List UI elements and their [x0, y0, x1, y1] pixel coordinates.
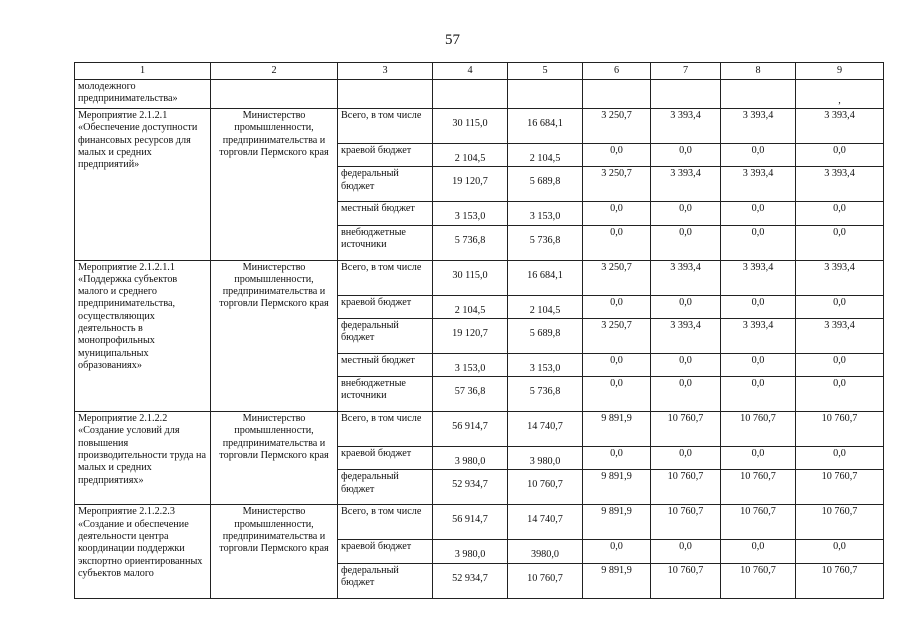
value-cell: 10 760,7: [721, 412, 796, 447]
value-cell: 3 393,4: [651, 318, 721, 353]
value-cell: 0,0: [651, 540, 721, 563]
table-row: [75, 412, 884, 447]
funding-source-cell: внебюджетные источники: [338, 377, 433, 412]
value-cell: 10 760,7: [796, 505, 884, 540]
value-cell: 3 393,4: [651, 109, 721, 144]
value-cell: 3 153,0: [508, 353, 583, 376]
value-cell: 56 914,7: [433, 412, 508, 447]
page-number: 57: [445, 32, 460, 48]
column-header: 3: [338, 63, 433, 80]
value-cell: 5 736,8: [508, 377, 583, 412]
executor-cell: Министерство промышленности, предпринимательства и торговли Пермского края: [211, 109, 338, 261]
value-cell: 0,0: [651, 353, 721, 376]
value-cell: 19 120,7: [433, 167, 508, 202]
column-header: 1: [75, 63, 211, 80]
funding-source-cell: краевой бюджет: [338, 540, 433, 563]
value-cell: 5 689,8: [508, 167, 583, 202]
executor-cell: Министерство промышленности, предпринимательства и торговли Пермского края: [211, 412, 338, 505]
value-cell: 0,0: [651, 377, 721, 412]
value-cell: 0,0: [796, 540, 884, 563]
value-cell: 0,0: [796, 447, 884, 470]
value-cell: 10 760,7: [651, 470, 721, 505]
value-cell: 3 393,4: [721, 167, 796, 202]
funding-source-cell: местный бюджет: [338, 353, 433, 376]
funding-source-cell: местный бюджет: [338, 202, 433, 225]
value-cell: 3 980,0: [433, 540, 508, 563]
value-cell: 10 760,7: [651, 505, 721, 540]
value-cell: 10 760,7: [796, 470, 884, 505]
value-cell: 0,0: [721, 202, 796, 225]
table-row: [75, 505, 884, 540]
value-cell: 16 684,1: [508, 109, 583, 144]
funding-source-cell: краевой бюджет: [338, 295, 433, 318]
value-cell: 3 393,4: [651, 167, 721, 202]
value-cell: 0,0: [796, 295, 884, 318]
value-cell: 0,0: [651, 447, 721, 470]
activity-name-cell: молодежного предпринимательства»: [75, 80, 211, 109]
value-cell: 3980,0: [508, 540, 583, 563]
funding-source-cell: федеральный бюджет: [338, 470, 433, 505]
value-cell: 3 393,4: [796, 109, 884, 144]
value-cell: 3 393,4: [721, 109, 796, 144]
value-cell: 5 689,8: [508, 318, 583, 353]
value-cell: 3 393,4: [796, 167, 884, 202]
executor-cell: [211, 80, 338, 109]
table-row: [75, 260, 884, 295]
value-cell: 0,0: [583, 295, 651, 318]
value-cell: 10 760,7: [796, 563, 884, 598]
value-cell: 14 740,7: [508, 505, 583, 540]
value-cell: 0,0: [796, 377, 884, 412]
budget-table: [74, 62, 884, 599]
value-cell: 9 891,9: [583, 505, 651, 540]
funding-source-cell: Всего, в том числе: [338, 260, 433, 295]
value-cell: 0,0: [583, 353, 651, 376]
funding-source-cell: федеральный бюджет: [338, 318, 433, 353]
column-header: 9: [796, 63, 884, 80]
value-cell: 9 891,9: [583, 412, 651, 447]
value-cell: 10 760,7: [796, 412, 884, 447]
value-cell: 3 250,7: [583, 109, 651, 144]
value-cell: 3 393,4: [721, 260, 796, 295]
value-cell: 3 393,4: [651, 260, 721, 295]
table-row: [75, 109, 884, 144]
value-cell: 0,0: [583, 144, 651, 167]
value-cell: 30 115,0: [433, 260, 508, 295]
value-cell: 9 891,9: [583, 470, 651, 505]
value-cell: 3 250,7: [583, 318, 651, 353]
value-cell: 10 760,7: [651, 412, 721, 447]
value-cell: 3 393,4: [721, 318, 796, 353]
value-cell: 52 934,7: [433, 563, 508, 598]
column-header: 4: [433, 63, 508, 80]
value-cell: 0,0: [796, 202, 884, 225]
value-cell: 0,0: [721, 447, 796, 470]
activity-name-cell: Мероприятие 2.1.2.2 «Создание условий для повышения производительности труда на малых и средних предприятиях»: [75, 412, 211, 505]
activity-name-cell: Мероприятие 2.1.2.1 «Обеспечение доступности финансовых ресурсов для малых и средних предприятий»: [75, 109, 211, 261]
value-cell: 2 104,5: [433, 144, 508, 167]
value-cell: 0,0: [796, 353, 884, 376]
value-cell: 57 36,8: [433, 377, 508, 412]
column-header: 2: [211, 63, 338, 80]
funding-source-cell: Всего, в том числе: [338, 505, 433, 540]
value-cell: 16 684,1: [508, 260, 583, 295]
column-header: 5: [508, 63, 583, 80]
value-cell: 0,0: [796, 225, 884, 260]
value-cell: 0,0: [651, 295, 721, 318]
value-cell: 0,0: [721, 295, 796, 318]
column-header: 6: [583, 63, 651, 80]
value-cell: 10 760,7: [651, 563, 721, 598]
value-cell: 0,0: [583, 202, 651, 225]
value-cell: [651, 80, 721, 109]
value-cell: 3 153,0: [433, 202, 508, 225]
value-cell: 5 736,8: [433, 225, 508, 260]
value-cell: 19 120,7: [433, 318, 508, 353]
continuation-row: [75, 80, 884, 109]
value-cell: 56 914,7: [433, 505, 508, 540]
value-cell: 14 740,7: [508, 412, 583, 447]
value-cell: 0,0: [796, 144, 884, 167]
value-cell: 3 980,0: [508, 447, 583, 470]
value-cell: 3 153,0: [433, 353, 508, 376]
value-cell: 10 760,7: [721, 505, 796, 540]
value-cell: [508, 80, 583, 109]
value-cell: 3 153,0: [508, 202, 583, 225]
value-cell: 9 891,9: [583, 563, 651, 598]
value-cell: [583, 80, 651, 109]
value-cell: 0,0: [583, 540, 651, 563]
value-cell: 3 250,7: [583, 167, 651, 202]
value-cell: 0,0: [583, 447, 651, 470]
value-cell: [433, 80, 508, 109]
executor-cell: Министерство промышленности, предпринимательства и торговли Пермского края: [211, 505, 338, 598]
value-cell: 3 393,4: [796, 260, 884, 295]
value-cell: 30 115,0: [433, 109, 508, 144]
value-cell: 5 736,8: [508, 225, 583, 260]
value-cell: 3 250,7: [583, 260, 651, 295]
value-cell: 2 104,5: [508, 295, 583, 318]
column-header: 7: [651, 63, 721, 80]
funding-source-cell: [338, 80, 433, 109]
value-cell: 0,0: [651, 225, 721, 260]
funding-source-cell: федеральный бюджет: [338, 167, 433, 202]
value-cell: 2 104,5: [508, 144, 583, 167]
value-cell: 0,0: [721, 377, 796, 412]
value-cell: 0,0: [721, 540, 796, 563]
value-cell: ,: [796, 80, 884, 109]
executor-cell: Министерство промышленности, предпринимательства и торговли Пермского края: [211, 260, 338, 412]
column-header: 8: [721, 63, 796, 80]
value-cell: 0,0: [721, 144, 796, 167]
value-cell: 10 760,7: [721, 470, 796, 505]
funding-source-cell: внебюджетные источники: [338, 225, 433, 260]
funding-source-cell: федеральный бюджет: [338, 563, 433, 598]
activity-name-cell: Мероприятие 2.1.2.2.3 «Создание и обеспечение деятельности центра координации поддержки экспортно ориентированных субъектов малого: [75, 505, 211, 598]
activity-name-cell: Мероприятие 2.1.2.1.1 «Поддержка субъектов малого и среднего предпринимательства, осуществляющих деятельность в монопрофильных муниципальных образованиях»: [75, 260, 211, 412]
value-cell: 0,0: [721, 353, 796, 376]
value-cell: 0,0: [583, 225, 651, 260]
value-cell: 10 760,7: [721, 563, 796, 598]
value-cell: 10 760,7: [508, 563, 583, 598]
value-cell: 0,0: [721, 225, 796, 260]
funding-source-cell: Всего, в том числе: [338, 412, 433, 447]
value-cell: 52 934,7: [433, 470, 508, 505]
value-cell: 2 104,5: [433, 295, 508, 318]
value-cell: 0,0: [651, 202, 721, 225]
funding-source-cell: Всего, в том числе: [338, 109, 433, 144]
header-row: [75, 63, 884, 80]
value-cell: 0,0: [583, 377, 651, 412]
value-cell: [721, 80, 796, 109]
value-cell: 3 980,0: [433, 447, 508, 470]
funding-source-cell: краевой бюджет: [338, 144, 433, 167]
value-cell: 10 760,7: [508, 470, 583, 505]
value-cell: 3 393,4: [796, 318, 884, 353]
funding-source-cell: краевой бюджет: [338, 447, 433, 470]
value-cell: 0,0: [651, 144, 721, 167]
